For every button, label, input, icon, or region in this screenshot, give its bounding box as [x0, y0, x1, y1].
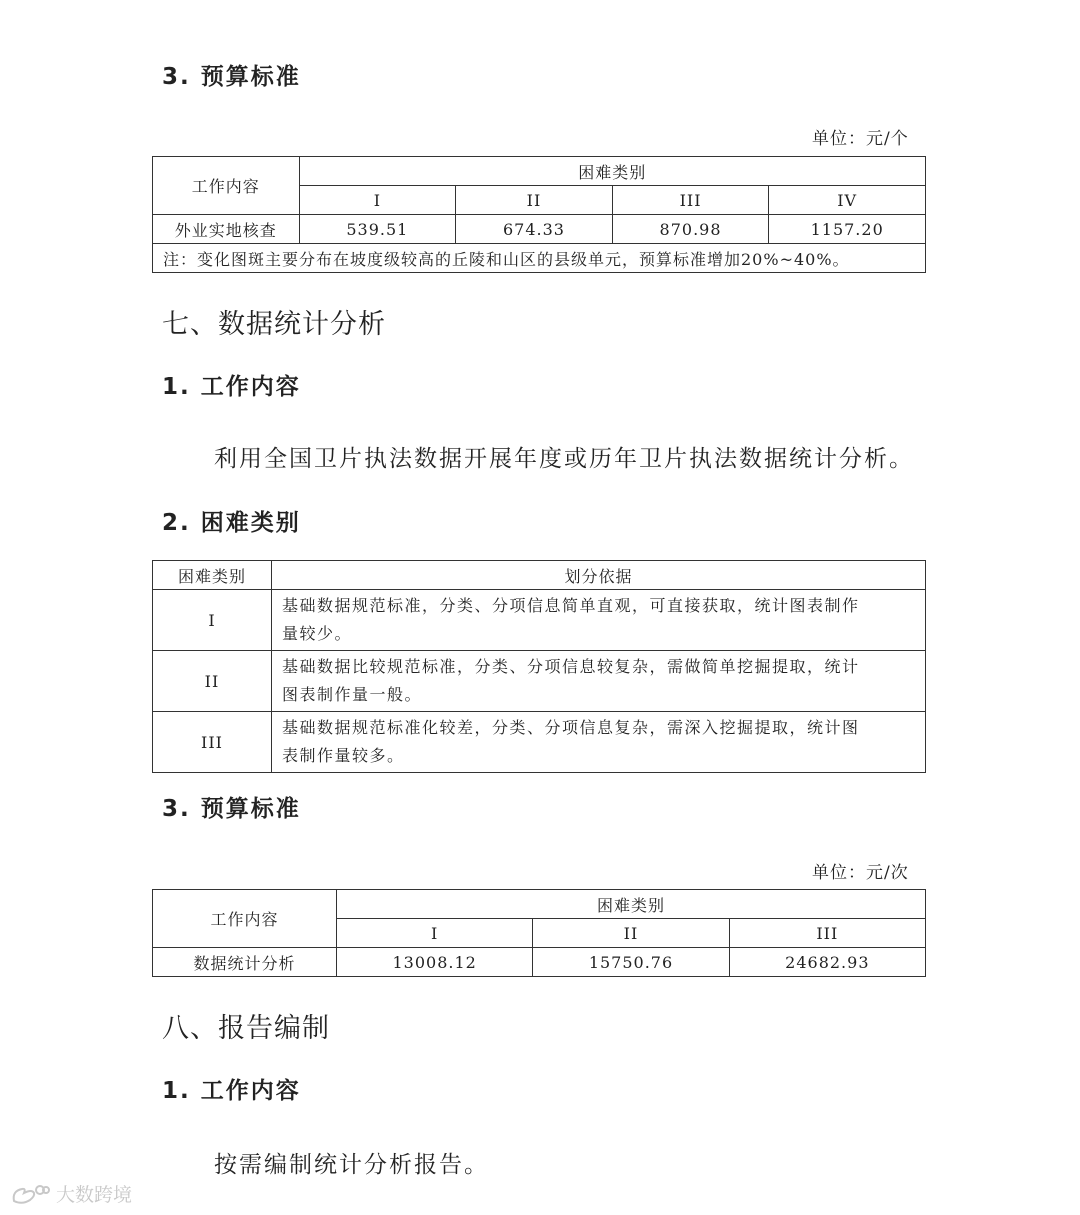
difficulty-level: I [153, 590, 272, 651]
budget-table-data-analysis [152, 889, 926, 977]
header-criteria: 划分依据 [272, 561, 926, 590]
weibo-logo-icon [10, 1181, 50, 1207]
header-difficulty-category: 困难类别 [153, 561, 272, 590]
value-2: 674.33 [456, 215, 613, 244]
level-1: I [337, 919, 533, 948]
watermark [10, 1180, 132, 1207]
criteria-line: 表制作量较多。 [282, 746, 405, 765]
value-4: 1157.20 [769, 215, 926, 244]
level-3: III [612, 186, 769, 215]
header-work-content: 工作内容 [153, 157, 300, 215]
criteria-line: 量较少。 [282, 624, 353, 643]
value-2: 15750.76 [533, 948, 729, 977]
criteria-line: 基础数据规范标准，分类、分项信息简单直观，可直接获取，统计图表制作 [282, 596, 860, 615]
difficulty-table [152, 560, 926, 773]
criteria-line: 基础数据规范标准化较差，分类、分项信息复杂，需深入挖掘提取，统计图 [282, 718, 860, 737]
level-4: IV [769, 186, 926, 215]
difficulty-level: III [153, 712, 272, 773]
section-title-report: 八、报告编制 [162, 1013, 330, 1044]
row-label: 数据统计分析 [153, 948, 337, 977]
level-1: I [299, 186, 456, 215]
criteria-text [272, 712, 926, 773]
unit-label: 单位：元/个 [812, 129, 909, 149]
value-3: 870.98 [612, 215, 769, 244]
criteria-text [272, 651, 926, 712]
work-content-text: 利用全国卫片执法数据开展年度或历年卫片执法数据统计分析。 [214, 446, 914, 472]
level-3: III [729, 919, 925, 948]
table-row [153, 590, 926, 651]
value-3: 24682.93 [729, 948, 925, 977]
value-1: 13008.12 [337, 948, 533, 977]
level-2: II [456, 186, 613, 215]
budget-heading: 3. 预算标准 [162, 64, 301, 90]
difficulty-heading: 2. 困难类别 [162, 510, 301, 536]
budget-heading: 3. 预算标准 [162, 796, 301, 822]
budget-table-field-check [152, 156, 926, 273]
table-row [153, 712, 926, 773]
header-difficulty: 困难类别 [337, 890, 926, 919]
work-content-heading: 1. 工作内容 [162, 374, 301, 400]
table-note: 注：变化图斑主要分布在坡度级较高的丘陵和山区的县级单元，预算标准增加20%~40%。 [153, 244, 926, 273]
header-work-content: 工作内容 [153, 890, 337, 948]
row-label: 外业实地核查 [153, 215, 300, 244]
criteria-line: 图表制作量一般。 [282, 685, 423, 704]
header-difficulty: 困难类别 [299, 157, 925, 186]
work-content-heading: 1. 工作内容 [162, 1078, 301, 1104]
watermark-text: 大数跨境 [56, 1184, 133, 1206]
difficulty-level: II [153, 651, 272, 712]
value-1: 539.51 [299, 215, 456, 244]
table-row [153, 651, 926, 712]
criteria-text [272, 590, 926, 651]
section-title-data-analysis: 七、数据统计分析 [162, 309, 386, 340]
level-2: II [533, 919, 729, 948]
criteria-line: 基础数据比较规范标准，分类、分项信息较复杂，需做简单挖掘提取，统计 [282, 657, 860, 676]
unit-label: 单位：元/次 [812, 863, 909, 883]
work-content-text: 按需编制统计分析报告。 [214, 1152, 489, 1178]
